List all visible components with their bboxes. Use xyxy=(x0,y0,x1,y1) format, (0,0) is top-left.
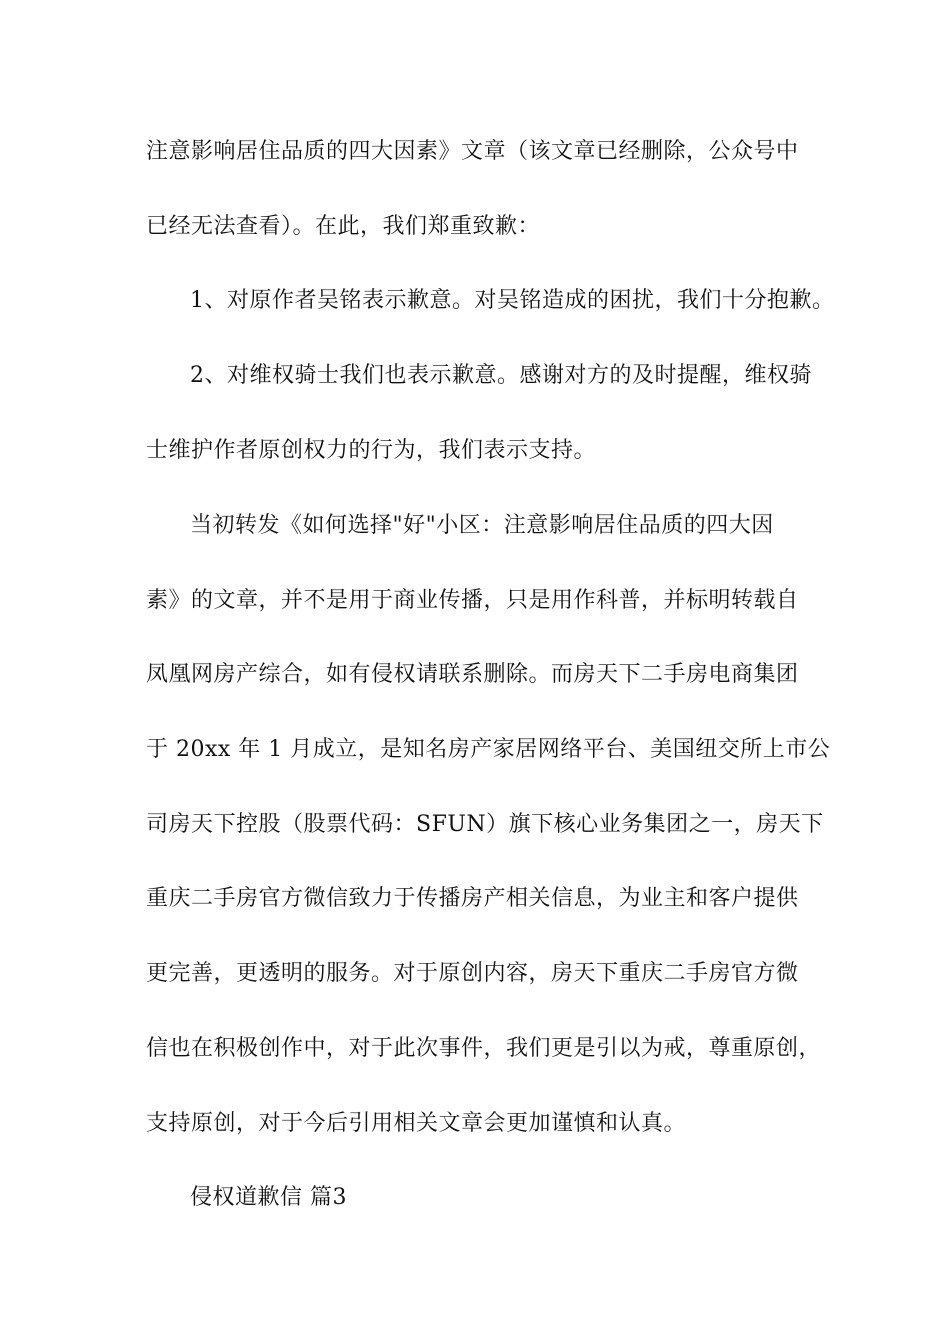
paragraph-start: 当初转发《如何选择"好"小区：注意影响居住品质的四大因 xyxy=(190,513,774,538)
text-line: 于 20xx 年 1 月成立，是知名房产家居网络平台、美国纽交所上市公 xyxy=(146,737,831,762)
text-line: 司房天下控股（股票代码：SFUN）旗下核心业务集团之一，房天下 xyxy=(146,812,824,837)
list-item-1: 1、对原作者吴铭表示歉意。对吴铭造成的困扰，我们十分抱歉。 xyxy=(190,288,835,313)
text-line: 素》的文章，并不是用于商业传播，只是用作科普，并标明转载自 xyxy=(146,588,799,613)
section-heading: 侵权道歉信 篇3 xyxy=(190,1185,347,1210)
list-item-2: 2、对维权骑士我们也表示歉意。感谢对方的及时提醒，维权骑 xyxy=(190,363,812,388)
text-line: 凤凰网房产综合，如有侵权请联系删除。而房天下二手房电商集团 xyxy=(146,662,799,687)
text-line: 信也在积极创作中，对于此次事件，我们更是引以为戒，尊重原创， xyxy=(146,1036,822,1061)
text-line: 更完善，更透明的服务。对于原创内容，房天下重庆二手房官方微 xyxy=(146,961,799,986)
text-line: 注意影响居住品质的四大因素》文章（该文章已经删除，公众号中 xyxy=(146,139,799,164)
text-line: 士维护作者原创权力的行为，我们表示支持。 xyxy=(146,438,597,463)
text-line: 支持原创，对于今后引用相关文章会更加谨慎和认真。 xyxy=(146,1111,687,1136)
text-line: 重庆二手房官方微信致力于传播房产相关信息，为业主和客户提供 xyxy=(146,886,799,911)
text-line: 已经无法查看）。在此，我们郑重致歉： xyxy=(146,214,541,239)
